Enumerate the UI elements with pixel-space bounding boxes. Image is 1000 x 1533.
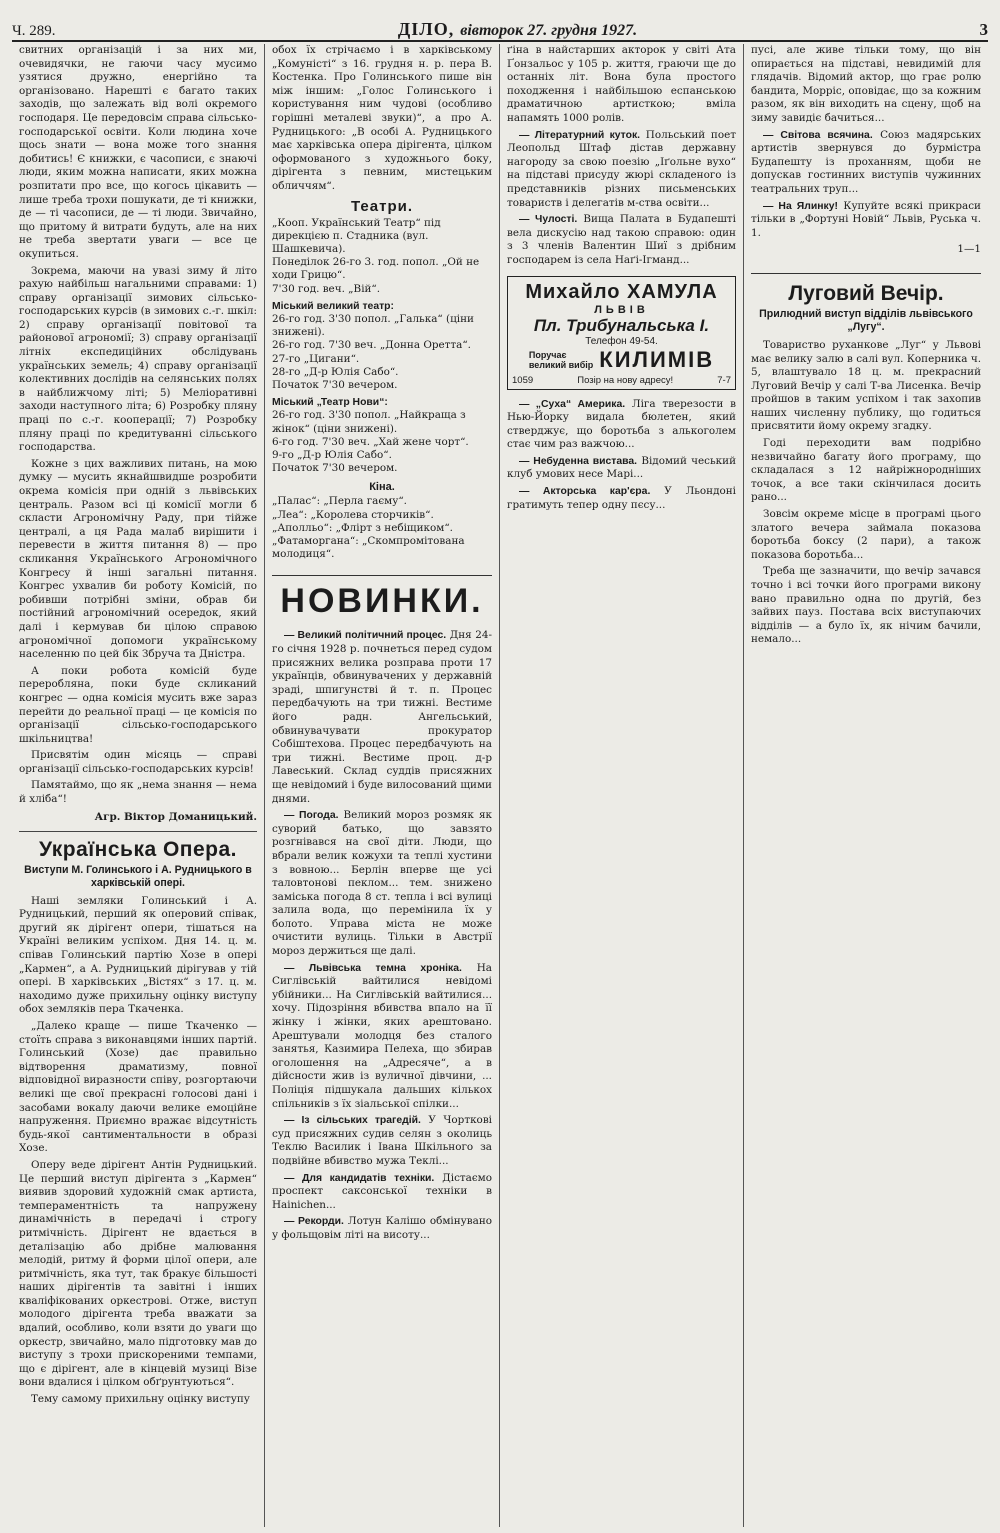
article-paragraph: Присвятім один місяць — справі організації сільсько-господарських курсів! <box>19 749 257 775</box>
issue-number: Ч. 289. <box>12 23 56 39</box>
masthead <box>12 12 988 42</box>
news-text: Дня 24-го січня 1928 р. почнеться перед судом присяжних велика розправа проти 17 українців, обвинувачених у державній зраді, шпигунстві й т. п. Процес передбачують на три тижні. Вестиме його радн. Ангельський, обвинувачувати прокуратор Собіштехова. Процес передбачують на три тижні. Вестиме проц. д-р Лавеський. Склад суддів присяжних ще невідомий і буде вилосований щими днями. <box>272 629 492 805</box>
article-paragraph: Зокрема, маючи на увазі зиму й літо рахую найбільш нагальними справами: 1) справу організації зимових сільсько-господарських курсів (в зимових с.-г. шкіл: 2) справу організації повітової та районової агрономії; 3) справу організації літніх експедиційних обслідувань українських земель; 4) справу організації колективних дослідів на селянських полях в найближчому літі; 5) Меліоративні заходи наступного літа; 6) Розробку пляну праці по с.-г. кооперації; 7) Розробку пляну праці по кредитуванні сільського господарства. <box>19 264 257 454</box>
ad-offer-label <box>529 350 593 370</box>
cinema-line: „Фатаморгана“: „Скомпромітована молодиця“. <box>272 535 465 561</box>
article-paragraph: Кожне з цих важливих питань, на мою думку — мусить якнайшвидше розробити окрема комісія при одній з львівських централь. Разом всі ці комісії могли б скласти Агрономічну Раду, при тійже централі, а ця Рада малаб вирішити і перевести в життя питання 8) — про скликання Українського Агрономічного Конгресу й інші загальні питання. Конгрес ухвалив би роботу Комісій, по робивши потрібні зміни, обрав би постійний агрономічний осередок, який далі і кермував би цілою справою агрономічної допомоги українському населенню по цей бік Збруча та Дністра. <box>19 457 257 661</box>
opera-paragraph: Тему самому прихильну оцінку виступу <box>31 1393 250 1406</box>
theatre-heading: Міський великий театр: <box>272 300 394 312</box>
ad-code: 7-7 <box>717 374 731 386</box>
newspaper-title <box>398 19 637 40</box>
news-item <box>507 485 736 512</box>
ad-city: ЛЬВІВ <box>594 303 649 316</box>
opera-paragraph: Наші земляки Голинський і А. Рудницький, перший як оперовий співак, другий як дірігент опери, тішаться на Україні великим успіхом. Дня 14. ц. м. співав Голинський партію Хозе в опері „Кармен“, а А. Рудницький дірігував у тій опері. В харківських „Вістях“ з 17. ц. м. находимо дуже прихильну оцінку виступу обох земляків пера Ткаченка. <box>19 894 257 1016</box>
article-paragraph: ґіна в найстарших акторок у світі Ата Ґонзальос у 105 р. життя, граючи ще до останніх літ. Вона була простого походження і найбільшою еспанською драматичною артисткою; вміла напамять 1000 ролів. <box>507 44 736 124</box>
article-paragraph: обох їх стрічаємо і в харківському „Комуністі“ з 16. грудня н. р. пера В. Костенка. Про Голинського пише він між іншим: „Голос Голинського і користування ним чудові (особливо горішні металеві звуки)“, а про А. Рудницького: „В особі А. Рудницького має харківська опера дірігента, цілком оформованого з художнього боку, дірігента з певним, мистецьким обличчям“. <box>272 44 492 192</box>
news-text: Ліга тверезости в Нью-Йорку видала бюлетен, який стверджує, що боротьба з алькоголем стає чим раз важчою... <box>507 397 736 451</box>
column-4 <box>744 44 988 1527</box>
article-paragraph: пусі, але живе тільки тому, що він опирається на підставі, невидимій для глядачів. Відомий актор, що грає ролю бандита, Морріс, оповідає, що за кожним разом, як він виходить на сцену, щоб на зиму завидіє бачиться... <box>751 44 981 124</box>
news-rubric: — Погода. <box>284 810 339 822</box>
ad-offer-row <box>512 347 731 373</box>
lug-paragraph: Годі переходити вам подрібно незвичайно багату його програму, що складалася з 12 найріжнороднішиx точок, а все таки скінчилася досить рано... <box>751 437 981 504</box>
columns <box>12 44 988 1527</box>
news-text: Союз мадярських артистів звернувся до бурмістра Будапешту із проханням, щоби не допускав гостинних виступів чужинних театральних труп... <box>751 128 981 195</box>
article-paragraph: Памятаймо, що як „нема знання — нема й хліба“! <box>19 779 257 806</box>
news-text: Лотун Калішо обмінувано у фольщовім літі на висоту... <box>272 1215 492 1241</box>
opera-headline: Українська Опера. <box>38 837 238 861</box>
news-text: У Чорткові суд присяжних судив селян з околиць Теклю Василик і Івана Шкільного за подвійне вбивство мужа Теклі... <box>272 1114 492 1167</box>
ad-note: Позір на нову адресу! <box>577 374 674 386</box>
news-text: У Льондоні гратимуть тепер одну пєсу... <box>507 485 736 511</box>
news-text: Великий мороз розмяк як суворий батько, що завзято розгнівався на свої діти. Люди, що вбрали велик кожухи та теплі хустини з вовною... Берлін вперве ще усі таловтонові пеклом... тем. знижено заміська погода 8 ст. тепла і всі вулиці залила вода, що перемінила їх у болото. Управа міста не може очистити вулиць. Тільки в Австрії мороз держиться ще далі. <box>272 809 492 958</box>
cinema-headline: Кіна. <box>369 481 395 494</box>
news-rubric: — Чулості. <box>519 214 578 226</box>
news-text: Купуйте всякі прикраси тільки в „Фортуні Новій“ Львів, Руська ч. 1. <box>751 199 981 239</box>
news-item <box>272 962 492 1112</box>
lug-paragraph: Зовсім окреме місце в програмі цього златого вечера займала показова боротьба боксу (2 пари), а також показова боротьба... <box>751 508 981 561</box>
theatre-line: 6-го год. 7'30 веч. „Хай жене чорт“. <box>272 435 469 448</box>
news-text: Відомий чеський клуб умових несе Марі... <box>507 454 736 481</box>
theatre-line: 26-го год. 7'30 веч. „Донна Оретта“. <box>272 339 471 352</box>
page-number: 3 <box>979 20 988 39</box>
news-text: Дістаємо проспект саксонської техніки в Hainichen... <box>272 1171 492 1211</box>
cinema-line: „Палас“: „Перла гаєму“. <box>272 495 407 508</box>
news-rubric: — На Ялинку! <box>763 200 838 212</box>
ad-footer <box>512 375 731 386</box>
theatre-line: „Кооп. Український Театр“ під дирекцією п. Стадника (вул. Шашкевича). <box>272 216 441 255</box>
theatre-heading: Міський „Театр Нови“: <box>272 397 388 409</box>
news-item <box>272 1172 492 1213</box>
news-item <box>507 398 736 452</box>
news-rubric: — Для кандидатів техніки. <box>284 1172 435 1184</box>
news-rubric: — Львівська темна хроніка. <box>284 962 462 974</box>
article-paragraph: А поки робота комісій буде переробляна, поки буде скликаний конгрес — одна комісія мусить вже зараз перейти до реальної праці — це комісія по організації сільсько-господарського шкільництва! <box>19 664 257 745</box>
news-text: Польський поет Леопольд Штаф дістав державну нагороду за свою поезію „Іґольне вухо“ на підставі присуду жюрі складеного із представників різних письменських товариств і делегатів м-ства освіти... <box>507 128 736 209</box>
news-item <box>507 213 736 267</box>
article-signature: Агр. Віктор Доманицький. <box>94 810 257 823</box>
column-3 <box>500 44 744 1527</box>
newspaper-name: ДІЛО, <box>397 19 455 39</box>
news-item <box>272 809 492 959</box>
theatre-line: Початок 7'30 вечером. <box>272 462 398 475</box>
column-2 <box>265 44 500 1527</box>
cinema-line: „Аполльо“: „Фліpт з небіщиком“. <box>272 521 453 534</box>
news-item <box>507 455 736 482</box>
ad-offer-line: Поручає <box>528 349 567 360</box>
divider <box>19 831 257 832</box>
lug-headline: Луговий Вечір. <box>751 273 981 306</box>
ad-address: Пл. Трибунальська І. <box>533 315 710 335</box>
theatre-line: Початок 7'30 вечером. <box>272 378 398 391</box>
theatre-line: 7'30 год. веч. „Вій“. <box>272 282 381 295</box>
news-item <box>751 200 981 241</box>
news-text: На Сиглівській вайтилися невідомі убійники... На Сиглівській вайтилися... хочу. Підозріння вбивства впало на її жінку і жінки, яких арештовано. Арештували молодця без сталого занятья, Казимира Пелеха, що збирав оголошення на „Адресяче“, а в дійсности жив із вуличної дівчини, ... Поліція підшукала дальших кількох спільників з їх зіальської спілки... <box>272 961 492 1110</box>
theatre-line: 26-го год. 3'30 попол. „Галька“ (ціни знижені). <box>272 312 474 339</box>
theatre-line: 26-го год. 3'30 попол. „Найкраща з жінок“ (ціни знижені). <box>272 409 466 435</box>
ad-merchant-name: Михайло ХАМУЛА <box>525 280 718 303</box>
news-headline: НОВИНКИ. <box>272 575 492 621</box>
opera-subheadline: Виступи М. Голинського і А. Рудницького в харківській опері. <box>24 863 252 889</box>
news-item <box>272 1114 492 1168</box>
column-1 <box>12 44 265 1527</box>
news-rubric: — Літературний куток. <box>519 129 641 141</box>
theatres-headline: Театри. <box>351 197 413 215</box>
news-rubric: — Із сільських трагедій. <box>284 1115 421 1127</box>
article-paragraph: свитних організацій і за них ми, очевидячки, не гаючи часу мусимо узятися дружно, енергійно та організовано. Нарешті є багато таких заходів, що залежать від волі окремого господаря. Це передовсім справа сільсько-господарської освіти. Коли людина хоче щось знати — вона може того знання добитись! Є книжки, є часописи, є знаючі люди, яким можна написати, яких можна розпитати про все, що когось цікавить — лише треба трохи пошукати, де ті книжки, де — ті часописи, де — ті люди. Звичайно, що притому й витрати будуть, але на них не треба звертати уваги — все це окупиться. <box>19 44 257 260</box>
opera-paragraph: „Далеко краще — пише Ткаченко — стоїть справа з виконавцями інших партій. Голинський (Хозе) дає правильно відтворення драматизму, повної відповідної виразности співу, розгортаючи великі ще свої прекрасні голосові дані і засобами вокалу даючи велике емоційне напруження. Приємно вражає відсутність будь-якої сантиментальности в образі Хозе. <box>19 1020 257 1155</box>
carpet-advertisement <box>507 276 736 390</box>
news-rubric: — Рекорди. <box>284 1216 344 1228</box>
ad-goods: КИЛИМІВ <box>599 346 715 372</box>
issue-date: вівторок 27. грудня 1927. <box>460 22 638 39</box>
theatre-line: Понеділок 26-го 3. год. попол. „Ой не ходи Грицю“. <box>272 256 480 282</box>
news-text: Вища Палата в Будапешті вела дискусію над такою справою: один з 3 членів Валентин Шиї з дрібним господарем із села Наґі-Ігманд... <box>507 213 736 266</box>
news-rubric: — Акторська кар'єра. <box>519 486 651 498</box>
theatre-line: 27-го „Цигани“. <box>272 352 360 365</box>
opera-paragraph: Оперу веде дірігент Антін Рудницький. Це перший виступ дірігента з „Кармен“ виявив здоровий художній смак артиста, темпераментність та напружену динамічність в передачі і строгу ритмічність. Дірігент не вдається в деталізацію або дрібне малювання мелодій, ритму й форми цілої опери, але ритмічність, яка тут, так бракує більшості наших дірігентів та завітні і інших кваліфікованих оркестрові. Отже, виступ молодого дірігента треба вважати за вдалий, особливо, коли взяти до уваги що оркестр, звичайно, мало підготовку мав до виступу з трохи прискореними темпами, що є дірігент, але в кінцевій музиці Візе вони вдалися і цілком обґрунтуються“. <box>19 1158 257 1389</box>
ad-phone: Телефон 49-54. <box>585 335 658 347</box>
news-rubric: — Небуденна вистава. <box>519 455 638 467</box>
news-item <box>272 629 492 806</box>
lug-paragraph: Треба ще зазначити, що вечір зачався точно і всі точки його програми викону вано правильно одна по другій, без зайвих пауз. Постава всіх виступаючих відділів — а було їх, як нічим бачили, немало... <box>751 565 981 646</box>
news-rubric: — Світова всячина. <box>763 129 873 141</box>
cinema-line: „Леа“: „Королева сторчиків“. <box>272 508 434 521</box>
news-item <box>507 129 736 211</box>
news-rubric: — Великий політичний процес. <box>284 630 447 642</box>
news-item <box>272 1215 492 1242</box>
news-rubric: — „Суха“ Америка. <box>519 398 626 410</box>
lug-subheadline: Прилюдний виступ відділів львівського „Лугу“. <box>759 307 973 333</box>
ad-offer-line: великий вибір <box>528 359 594 370</box>
ad-number: 1059 <box>512 374 534 386</box>
theatre-line: 28-го „Д-р Юлія Сабо“. <box>272 365 399 378</box>
lug-paragraph: Товариство руханкове „Луг“ у Львові має велику залю в салі вул. Коперника ч. 5, влаштувало 18 ц. м. прекрасний Луговий Вечір у салі Т-ва Лисенка. Вечір пройшов в таким успіхом і так захопив наших численну публику, що годиться присвятити йому окрему згадку. <box>751 338 981 433</box>
news-item <box>751 129 981 197</box>
theatre-line: 9-го „Д-р Юлія Сабо“. <box>272 448 392 461</box>
ad-code: 1—1 <box>957 243 981 256</box>
